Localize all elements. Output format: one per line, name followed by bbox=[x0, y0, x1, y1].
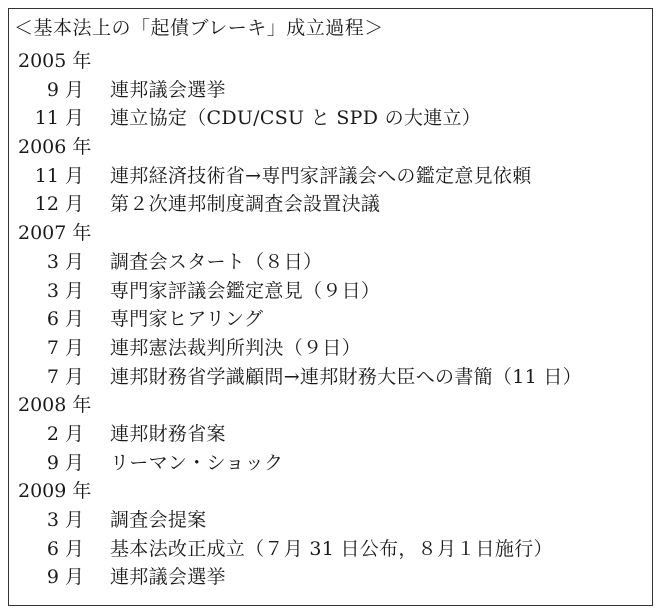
timeline-event bbox=[18, 104, 582, 133]
timeline-event bbox=[18, 535, 582, 564]
event-description: 連邦財務省案 bbox=[110, 422, 226, 445]
event-month: 3 月 bbox=[46, 250, 84, 273]
timeline-event bbox=[18, 277, 582, 306]
event-month: 12 月 bbox=[34, 193, 84, 216]
year-block-2009 bbox=[18, 477, 582, 592]
event-month: 9 月 bbox=[46, 566, 84, 589]
event-month: 3 月 bbox=[46, 509, 84, 531]
timeline-event bbox=[18, 190, 582, 219]
event-month: 9 月 bbox=[46, 78, 84, 101]
event-description: 連邦経済技術省→専門家評議会への鑑定意見依頼 bbox=[110, 164, 532, 187]
box-title: ＜基本法上の「起債ブレーキ」成立過程＞ bbox=[14, 17, 384, 39]
year-block-2006 bbox=[18, 133, 582, 219]
event-description: 連邦議会選挙 bbox=[110, 78, 226, 101]
event-month: 7 月 bbox=[46, 365, 84, 388]
event-description: 連立協定（CDU/CSU と SPD の大連立） bbox=[110, 107, 482, 130]
year-heading: 2006 年 bbox=[18, 136, 92, 159]
event-description: 基本法改正成立（７月 31 日公布，８月１日施行） bbox=[110, 537, 553, 560]
year-heading: 2008 年 bbox=[18, 394, 92, 417]
timeline-event bbox=[18, 334, 582, 363]
timeline-event bbox=[18, 76, 582, 105]
event-month: 11 月 bbox=[34, 107, 84, 130]
year-heading: 2007 年 bbox=[18, 222, 92, 245]
timeline-event bbox=[18, 363, 582, 392]
event-description: 連邦憲法裁判所判決（９日） bbox=[110, 336, 361, 359]
event-description: 第２次連邦制度調査会設置決議 bbox=[110, 193, 381, 216]
event-month: 9 月 bbox=[46, 451, 84, 474]
timeline-event bbox=[18, 506, 582, 535]
event-month: 2 月 bbox=[46, 422, 84, 445]
event-description: 専門家評議会鑑定意見（９日） bbox=[110, 279, 381, 302]
event-description: 調査会提案 bbox=[110, 509, 207, 531]
timeline-event bbox=[18, 563, 582, 592]
event-month: 6 月 bbox=[46, 308, 84, 331]
event-month: 7 月 bbox=[46, 336, 84, 359]
timeline-event bbox=[18, 305, 582, 334]
event-description: 専門家ヒアリング bbox=[110, 308, 264, 331]
timeline-event bbox=[18, 420, 582, 449]
event-description: 連邦財務省学識顧問→連邦財務大臣への書簡（11 日） bbox=[110, 365, 582, 388]
timeline-event bbox=[18, 162, 582, 191]
event-month: 11 月 bbox=[34, 164, 84, 187]
year-block-2005 bbox=[18, 47, 582, 133]
event-description: 連邦議会選挙 bbox=[110, 566, 226, 589]
event-description: リーマン・ショック bbox=[110, 451, 284, 474]
event-description: 調査会スタート（８日） bbox=[110, 250, 323, 273]
timeline-event bbox=[18, 248, 582, 277]
timeline-event bbox=[18, 449, 582, 478]
timeline-list bbox=[18, 47, 582, 592]
year-block-2008 bbox=[18, 391, 582, 477]
year-heading: 2009 年 bbox=[18, 480, 92, 503]
event-month: 3 月 bbox=[46, 279, 84, 302]
year-heading: 2005 年 bbox=[18, 50, 92, 72]
year-block-2007 bbox=[18, 219, 582, 391]
event-month: 6 月 bbox=[46, 537, 84, 560]
